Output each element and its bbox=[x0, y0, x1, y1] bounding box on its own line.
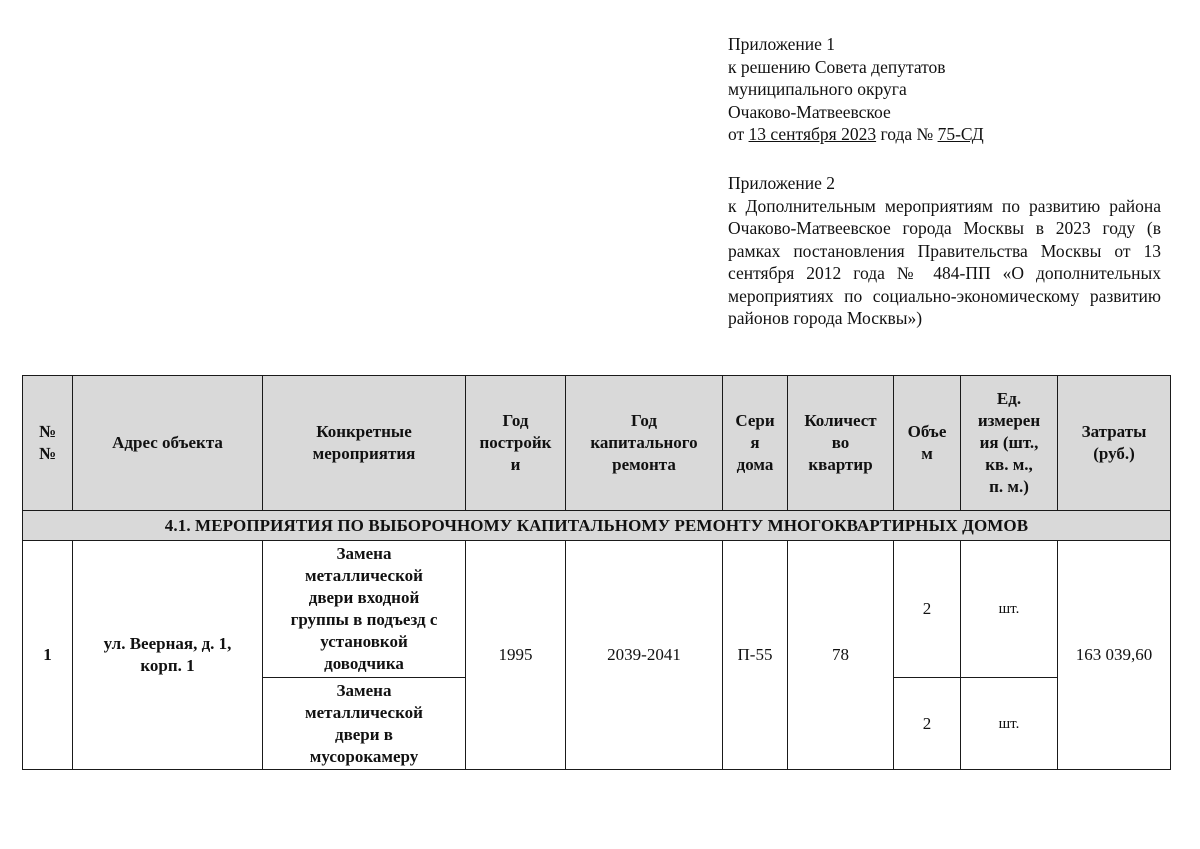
measure-entrance-door: Замена металлической двери входной группы в подъезд с установкой доводчика bbox=[263, 541, 466, 678]
header-volume: Объе м bbox=[894, 376, 961, 511]
row-series: П-55 bbox=[723, 541, 788, 770]
header-measures: Конкретные мероприятия bbox=[263, 376, 466, 511]
row-cost: 163 039,60 bbox=[1058, 541, 1171, 770]
row-address: ул. Веерная, д. 1, корп. 1 bbox=[73, 541, 263, 770]
appendix-1-title: Приложение 1 bbox=[728, 34, 836, 54]
row-year-built: 1995 bbox=[466, 541, 566, 770]
section-row bbox=[23, 511, 1171, 541]
year-word: года № bbox=[876, 124, 938, 144]
appendix-2-block bbox=[728, 172, 1161, 330]
date-prefix: от bbox=[728, 124, 749, 144]
header-repair-year: Год капитального ремонта bbox=[566, 376, 723, 511]
header-flats: Количест во квартир bbox=[788, 376, 894, 511]
appendix-1-line-4: Очаково-Матвеевское bbox=[728, 101, 891, 122]
header-cost: Затраты (руб.) bbox=[1058, 376, 1171, 511]
header-address: Адрес объекта bbox=[73, 376, 263, 511]
measures-table bbox=[22, 375, 1171, 770]
row-volume-2: 2 bbox=[894, 678, 961, 770]
appendix-1-line-2: к решению Совета депутатов bbox=[728, 56, 946, 77]
row-flats: 78 bbox=[788, 541, 894, 770]
appendix-2-text: к Дополнительным мероприятиям по развитию района Очаково-Матвеевское города Москвы в 2023 году (в рамках постановления Правительства Москвы от 13 сентября 2012 года № 484-ПП «О дополнительных мероприятиях по социально-экономическому развитию районов города Москвы») bbox=[728, 195, 1161, 328]
row-unit-2: шт. bbox=[961, 678, 1058, 770]
row-repair-year: 2039-2041 bbox=[566, 541, 723, 770]
row-unit-1: шт. bbox=[961, 541, 1058, 678]
table-header-row bbox=[23, 376, 1171, 511]
decision-date: 13 сентября 2023 bbox=[748, 124, 877, 144]
appendix-1-date-line bbox=[728, 123, 1168, 146]
table-row bbox=[23, 541, 1171, 678]
row-number: 1 bbox=[23, 541, 73, 770]
appendix-2-title: Приложение 2 bbox=[728, 173, 836, 193]
appendix-1-line-3: муниципального округа bbox=[728, 79, 907, 99]
appendix-1-block bbox=[728, 33, 1168, 146]
header-year-built: Год постройк и bbox=[466, 376, 566, 511]
header-number: № № bbox=[23, 376, 73, 511]
section-title: 4.1. МЕРОПРИЯТИЯ ПО ВЫБОРОЧНОМУ КАПИТАЛЬНОМУ РЕМОНТУ МНОГОКВАРТИРНЫХ ДОМОВ bbox=[23, 511, 1171, 541]
header-series: Сери я дома bbox=[723, 376, 788, 511]
decision-number: 75-СД bbox=[937, 124, 984, 144]
measure-garbage-door: Замена металлической двери в мусорокамеру bbox=[263, 678, 466, 770]
row-volume-1: 2 bbox=[894, 541, 961, 678]
header-unit: Ед. измерен ия (шт., кв. м., п. м.) bbox=[961, 376, 1058, 511]
